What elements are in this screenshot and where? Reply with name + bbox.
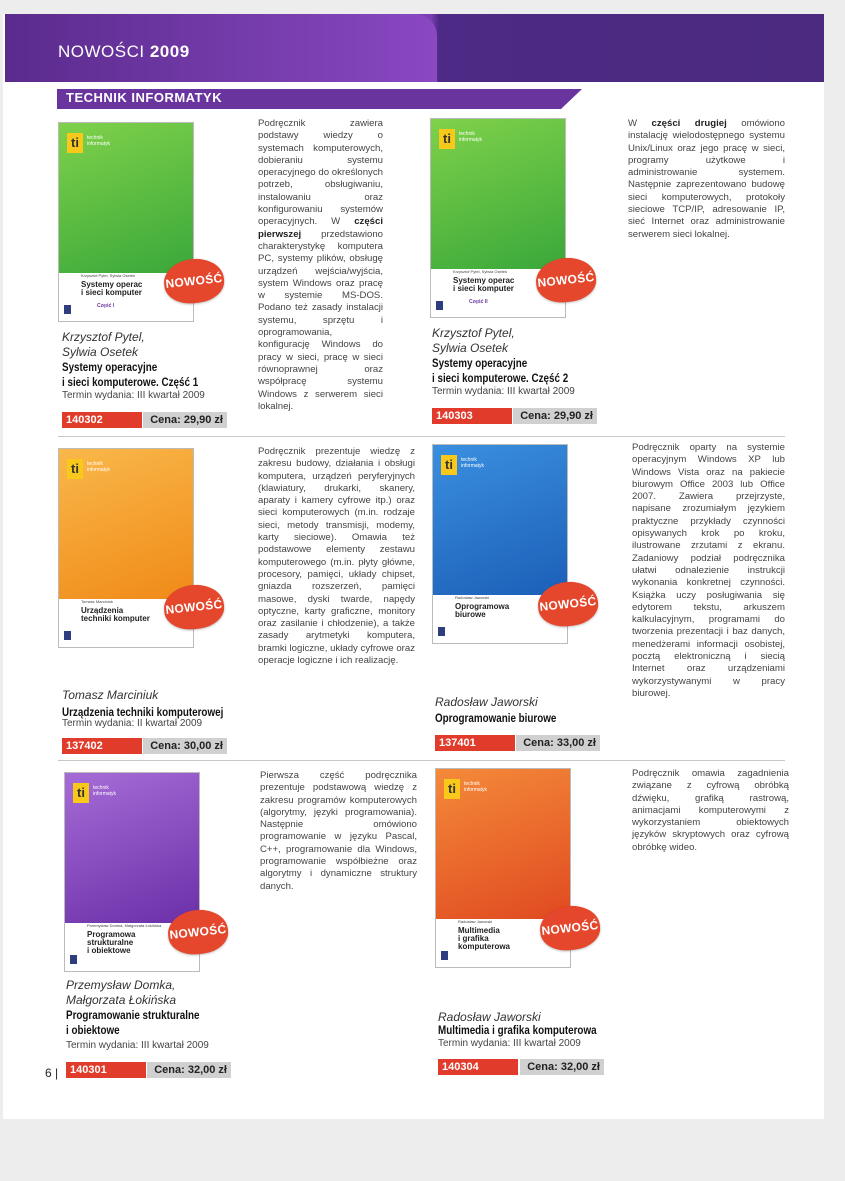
release-date: Termin wydania: III kwartał 2009 <box>438 1038 581 1049</box>
cover-title: Programowa strukturalne i obiektowe <box>87 930 136 955</box>
book-description: W części drugiej omówiono instalację wielodostępnego systemu Unix/Linux oraz jego pracę w sieci, programy użytkowe i administrowanie systemem. Następnie zaprezentowano budowę sieci komputerowych, protokoły sieciowe TCP/IP, adresowanie IP, sieć Internet oraz administrowanie serwerem sieci lokalnej. <box>628 118 785 240</box>
book-title[interactable]: Programowanie strukturalne i obiektowe <box>66 1008 200 1037</box>
new-badge: NOWOŚĆ <box>534 255 598 305</box>
book-description: Podręcznik omawia zagadnienia związane z cyfrową obróbką dźwięku, grafiką rastrową, animacjami komputerowymi z wykorzystaniem obiektowych języków skryptowych oraz cyfrową obróbkę wideo. <box>632 768 789 853</box>
cover-title: Oprogramowa biurowe <box>455 602 510 619</box>
product-code: 137401 <box>435 735 515 751</box>
new-badge: NOWOŚĆ <box>536 579 600 629</box>
product-code: 140303 <box>432 408 512 424</box>
ti-logo: ti <box>441 455 457 475</box>
book-title[interactable]: Oprogramowanie biurowe <box>435 711 557 725</box>
cover-authors: Radosław Jaworski <box>455 595 490 600</box>
book-authors: Krzysztof Pytel, Sylwia Osetek <box>432 326 515 355</box>
publisher-logo <box>64 631 71 640</box>
ti-logo-caption: technik informatyk <box>87 135 111 147</box>
release-date: Termin wydania: III kwartał 2009 <box>66 1040 209 1051</box>
cover-authors: Przemysław Domka, Małgorzata Łokińska <box>87 923 162 928</box>
book-description: Pierwsza część podręcznika prezentuje podstawową wiedzę z zakresu programów komputerowych (algorytmy, języki programowania). Następnie omówiono programowanie w języku Pascal, C++, programowanie dla Windows, programowanie współbieżne oraz algorytmy i dynamiczne struktury danych. <box>260 770 417 892</box>
cover-title: Multimedia i grafika komputerowa <box>458 926 511 951</box>
publisher-logo <box>70 955 77 964</box>
section-title: TECHNIK INFORMATYK <box>66 90 223 105</box>
book-authors: Radosław Jaworski <box>435 695 538 709</box>
ti-logo: ti <box>439 129 455 149</box>
cover-part: Część I <box>97 303 115 309</box>
release-date: Termin wydania: III kwartał 2009 <box>62 390 205 401</box>
book-description: Podręcznik oparty na systemie operacyjnym Windows XP lub Windows Vista oraz na pakiecie biurowym Office 2003 lub Office 2007. Zawiera przejrzyste, napisane zrozumiałym językiem praktyczne przykłady czynności opisywanych krok po kroku, ilustrowane zrzutami z ekranu. Zadaniowy podział podręcznika ułatwi odnalezienie instrukcji wykonania konkretnej czynności. Książka uczy posługiwania się edytorem tekstu, arkuszem kalkulacyjnym, programami do tworzenia prezentacji i baz danych, menedżerami informacji osobistej, pocztą elektroniczną i siecią Internet oraz urządzeniami wykorzystywanymi w pracy biurowej. <box>632 442 785 699</box>
publisher-logo <box>64 305 71 314</box>
product-code: 140301 <box>66 1062 146 1078</box>
book-authors: Krzysztof Pytel, Sylwia Osetek <box>62 330 145 359</box>
book-authors: Tomasz Marciniuk <box>62 688 159 702</box>
price-label: Cena: 30,00 zł <box>143 738 227 754</box>
book-title[interactable]: Multimedia i grafika komputerowa <box>438 1023 597 1037</box>
page-number: 6 | <box>45 1066 59 1080</box>
cover-title: Urządzenia techniki komputer <box>81 606 150 623</box>
book-authors: Przemysław Domka, Małgorzata Łokińska <box>66 978 177 1007</box>
product-code: 140304 <box>438 1059 518 1075</box>
ti-logo: ti <box>67 459 83 479</box>
price-label: Cena: 33,00 zł <box>516 735 600 751</box>
book-description: Podręcznik zawiera podstawy wiedzy o systemach komputerowych, dobieraniu systemu operacyjnego do określonych potrzeb, obsługiwaniu, instalowaniu oraz konfigurowaniu systemów operacyjnych. W części pierwszej przedstawiono charakterystykę komputera PC, systemy plików, obsługę urządzeń wejścia/wyjścia, system Windows oraz pracę w systemie MS-DOS. Podano też zasady instalacji systemu, sprzętu i oprogramowania, konfigurację Windows do pracy w sieci, pracę w sieci równoprawnej oraz współpracę systemu Windows z serwerem sieci lokalnej. <box>258 118 383 412</box>
ti-logo-caption: technik informatyk <box>461 457 485 469</box>
cover-authors: Krzysztof Pytel, Sylwia Osetek <box>453 269 508 274</box>
row-separator <box>58 436 785 437</box>
product-code: 137402 <box>62 738 142 754</box>
page-header-title: NOWOŚCI 2009 <box>58 42 190 61</box>
book-title[interactable]: Urządzenia techniki komputerowej <box>62 705 224 719</box>
ti-logo: ti <box>67 133 83 153</box>
ti-logo-caption: technik informatyk <box>459 131 483 143</box>
price-label: Cena: 32,00 zł <box>520 1059 604 1075</box>
new-badge: NOWOŚĆ <box>166 907 230 957</box>
publisher-logo <box>441 951 448 960</box>
book-title[interactable]: Systemy operacyjne i sieci komputerowe. Część 1 <box>62 360 199 389</box>
ti-logo: ti <box>444 779 460 799</box>
ti-logo-caption: technik informatyk <box>93 785 117 797</box>
cover-authors: Krzysztof Pytel, Sylwia Osetek <box>81 273 136 278</box>
publisher-logo <box>438 627 445 636</box>
book-title[interactable]: Systemy operacyjne i sieci komputerowe. Część 2 <box>432 356 569 385</box>
cover-title: Systemy operac i sieci komputer <box>81 280 143 297</box>
new-badge: NOWOŚĆ <box>162 582 226 632</box>
new-badge: NOWOŚĆ <box>538 903 602 953</box>
ti-logo-caption: technik informatyk <box>87 461 111 473</box>
cover-authors: Radosław Jaworski <box>458 919 493 924</box>
cover-part: Część II <box>469 299 488 305</box>
price-label: Cena: 29,90 zł <box>513 408 597 424</box>
release-date: Termin wydania: III kwartał 2009 <box>432 386 575 397</box>
product-code: 140302 <box>62 412 142 428</box>
release-date: Termin wydania: II kwartał 2009 <box>62 718 203 729</box>
ti-logo-caption: technik informatyk <box>464 781 488 793</box>
price-label: Cena: 29,90 zł <box>143 412 227 428</box>
cover-title: Systemy operac i sieci komputer <box>453 276 515 293</box>
book-authors: Radosław Jaworski <box>438 1010 541 1024</box>
new-badge: NOWOŚĆ <box>162 256 226 306</box>
publisher-logo <box>436 301 443 310</box>
price-label: Cena: 32,00 zł <box>147 1062 231 1078</box>
book-description: Podręcznik prezentuje wiedzę z zakresu budowy, działania i obsługi komputera, urządzeń peryferyjnych (klawiatury, drukarki, skanery, aparaty i kamery cyfrowe itp.) oraz sieci komputerowych (m.in. rodzaje sieci, metody transmisji, modemy, karty sieciowe). Omawia też podstawowe elementy zestawu komputerowego (m.in. płyty główne, procesory, pamięci, układy chipset, gniazda rozszerzeń, pamięci masowe, dyski twarde, napędy optyczne, karty graficzne, monitory oraz zasilanie i chłodzenie), a także zasady arytmetyki komputera, bramki logiczne, układy cyfrowe oraz operacje logiczne i ich realizację. <box>258 446 415 667</box>
ti-logo: ti <box>73 783 89 803</box>
cover-authors: Tomasz Marciniuk <box>81 599 114 604</box>
row-separator <box>58 760 785 761</box>
